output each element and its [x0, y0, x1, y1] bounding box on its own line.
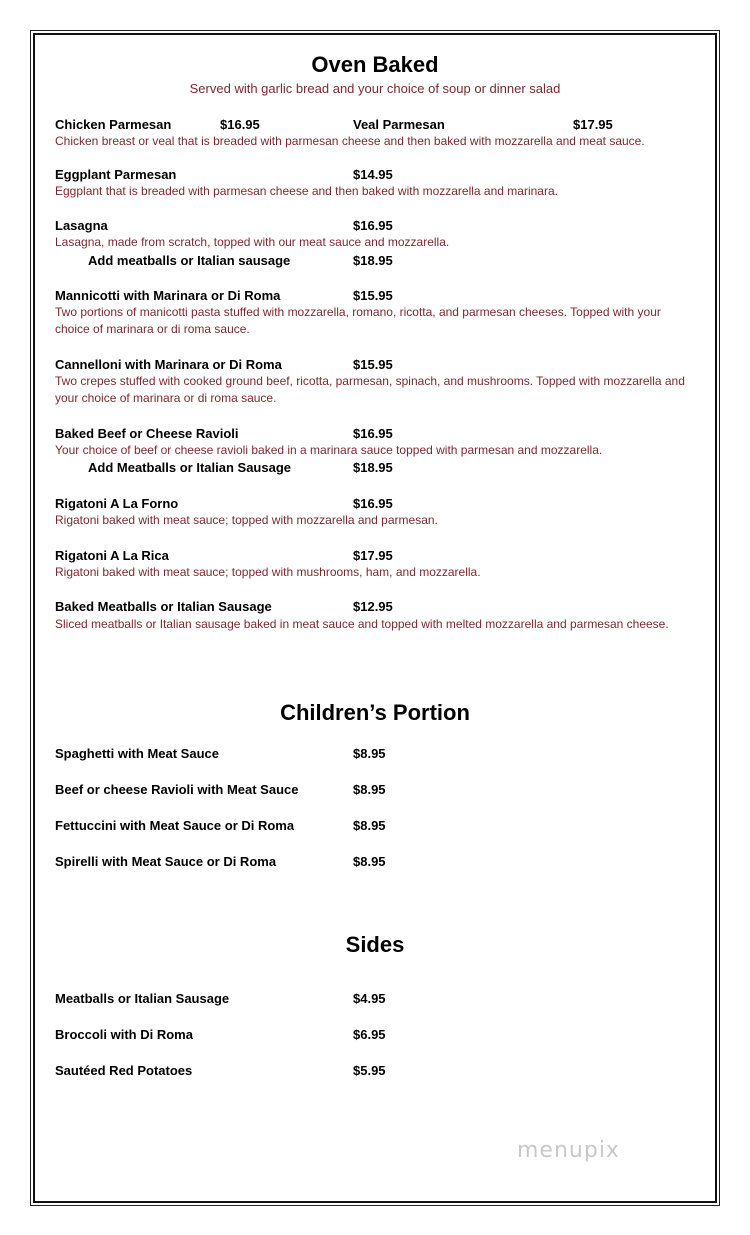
item-name: Rigatoni A La Forno — [55, 496, 179, 511]
item-addon-price: $18.95 — [353, 460, 393, 475]
item-name: Baked Meatballs or Italian Sausage — [55, 599, 272, 614]
item-price: $16.95 — [353, 426, 393, 441]
childrens-title: Children’s Portion — [280, 700, 470, 725]
item-name: Broccoli with Di Roma — [55, 1027, 193, 1042]
item-price: $17.95 — [573, 117, 613, 132]
item-description: Sliced meatballs or Italian sausage baked in meat sauce and topped with melted mozzarella and parmesan cheese. — [55, 617, 669, 631]
item-name: Beef or cheese Ravioli with Meat Sauce — [55, 782, 299, 797]
oven-baked-subtitle: Served with garlic bread and your choice of soup or dinner salad — [189, 81, 561, 96]
item-price: $15.95 — [353, 288, 393, 303]
item-description: Two crepes stuffed with cooked ground beef, ricotta, parmesan, spinach, and mushrooms. Topped with mozzarella and your choice of marinara or di roma sauce. — [55, 374, 685, 405]
item-name: Cannelloni with Marinara or Di Roma — [55, 357, 282, 372]
item-price: $14.95 — [353, 167, 393, 182]
item-addon-price: $18.95 — [353, 253, 393, 268]
watermark-logo: menupix — [517, 1138, 620, 1163]
item-name: Lasagna — [55, 218, 108, 233]
item-name: Eggplant Parmesan — [55, 167, 177, 182]
item-name: Rigatoni A La Rica — [55, 548, 169, 563]
item-addon: Add Meatballs or Italian Sausage — [88, 460, 291, 475]
item-description: Your choice of beef or cheese ravioli baked in a marinara sauce topped with parmesan and mozzarella. — [55, 443, 603, 457]
item-price: $16.95 — [353, 496, 393, 511]
item-name: Chicken Parmesan — [55, 117, 172, 132]
item-price: $15.95 — [353, 357, 393, 372]
item-addon: Add meatballs or Italian sausage — [88, 253, 291, 268]
item-name: Fettuccini with Meat Sauce or Di Roma — [55, 818, 295, 833]
item-description: Two portions of manicotti pasta stuffed with mozzarella, romano, ricotta, and parmesan cheeses. Topped with your choice of marinara or di roma sauce. — [55, 305, 661, 336]
item-price: $12.95 — [353, 599, 393, 614]
item-description: Eggplant that is breaded with parmesan cheese and then baked with mozzarella and marinara. — [55, 184, 558, 198]
item-name: Veal Parmesan — [353, 117, 445, 132]
item-price: $8.95 — [353, 746, 386, 761]
item-name: Sautéed Red Potatoes — [55, 1063, 193, 1078]
item-name: Meatballs or Italian Sausage — [55, 991, 230, 1006]
item-price: $8.95 — [353, 818, 386, 833]
item-name: Baked Beef or Cheese Ravioli — [55, 426, 239, 441]
item-description: Chicken breast or veal that is breaded with parmesan cheese and then baked with mozzarella and meat sauce. — [55, 134, 645, 148]
item-price: $16.95 — [353, 218, 393, 233]
sides-title: Sides — [345, 932, 405, 957]
item-price: $17.95 — [353, 548, 393, 563]
item-name: Spirelli with Meat Sauce or Di Roma — [55, 854, 277, 869]
item-price: $8.95 — [353, 782, 386, 797]
item-description: Lasagna, made from scratch, topped with our meat sauce and mozzarella. — [55, 235, 450, 249]
item-price: $5.95 — [353, 1063, 386, 1078]
item-description: Rigatoni baked with meat sauce; topped with mozzarella and parmesan. — [55, 513, 438, 527]
item-name: Spaghetti with Meat Sauce — [55, 746, 219, 761]
item-price: $16.95 — [220, 117, 260, 132]
item-price: $8.95 — [353, 854, 386, 869]
item-price: $4.95 — [353, 991, 386, 1006]
item-name: Mannicotti with Marinara or Di Roma — [55, 288, 281, 303]
item-price: $6.95 — [353, 1027, 386, 1042]
item-description: Rigatoni baked with meat sauce; topped with mushrooms, ham, and mozzarella. — [55, 565, 481, 579]
oven-baked-title: Oven Baked — [311, 52, 439, 77]
